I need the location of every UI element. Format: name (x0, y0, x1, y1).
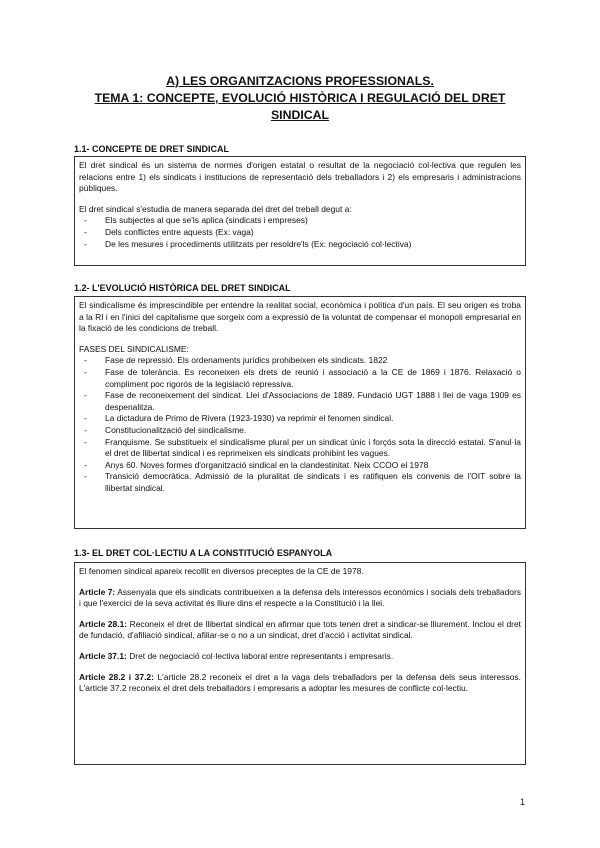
article-text: Reconeix el dret de llibertat sindical en afirmar que tots tenen dret a sindicar-se lliurement. Inclou el dret de fundació, d'afiliació sindical, afiliar-se o no a un sindicat, dret d'acció i activitat sindical. (79, 618, 521, 641)
list-item: - Els subjectes al que se'ls aplica (sindicats i empreses) (84, 215, 308, 226)
page-number: 1 (520, 797, 526, 807)
article-text: Dret de negociació col·lectiva laboral entre representants i empresaris. (126, 650, 394, 661)
list-item: - La dictadura de Primo de Rivera (1923-1930) va reprimir el fenomen sindical. (84, 413, 394, 424)
section-3-box (74, 562, 526, 765)
list-item: - Anys 60. Noves formes d'organització sindical en la clandestinitat. Neix CCOO el 1978 (84, 459, 429, 470)
document-title (60, 73, 540, 124)
article-label: Article 28.2 i 37.2: (79, 671, 154, 682)
list-item: - Fase de repressió. Els ordenaments jurídics prohibeixen els sindicats. 1822 (84, 355, 388, 366)
list-item: - Fase de reconeixement del sindicat. Llei d'Associacions de 1889. Fundació UGT 1888 i llei de vaga 1909 es despenalitza. (84, 390, 521, 412)
section-3-intro: El fenomen sindical apareix recollit en diversos preceptes de la CE de 1978. (79, 566, 364, 576)
title-line-2: TEMA 1: CONCEPTE, EVOLUCIÓ HISTÒRICA I REGULACIÓ DEL DRET (94, 91, 506, 105)
list-item: - Fase de tolerància. Es reconeixen els drets de reunió i associació a la CE de 1869 i 1876. Relaxació o compliment poc rigorós de la legislació repressiva. (84, 366, 521, 389)
list-item: - Franquisme. Se substitueix el sindicalisme plural per un sindicat únic i forçós sota la direcció estatal. S'anul·la el dret de llibertat sindical i es reprimeixen els sindicats prohibint les vagues. (84, 436, 521, 459)
phases-label: FASES DEL SINDICALISME: (79, 343, 189, 354)
phases-list (79, 355, 521, 494)
section-1-list (79, 215, 521, 250)
list-item: - Dels conflictes entre aquests (Ex: vaga) (84, 226, 254, 237)
section-2-paragraph-1: El sindicalisme és imprescindible per entendre la realitat social, econòmica i política d'un país. El seu origen es troba a la RI i en l'inici del capitalisme que sorgeix com a expressió de la voluntat de compensar el monopoli empresarial en la fixació de les condicions de treball. (79, 300, 521, 334)
article-label: Article 28.1: (79, 618, 128, 629)
section-3-heading: 1.3- EL DRET COL·LECTIU A LA CONSTITUCIÓ ESPANYOLA (74, 548, 333, 558)
section-2-box (74, 296, 526, 529)
list-item: - Constitucionalització del sindicalisme. (84, 424, 247, 435)
article-text: L'article 28.2 reconeix el dret a la vaga dels treballadors per la defensa dels seus interessos. L'article 37.2 reconeix el dret dels treballadors i empresaris a adoptar les mesures de conflicte col·lectiu. (79, 671, 521, 694)
section-2-heading: 1.2- L'EVOLUCIÓ HISTÒRICA DEL DRET SINDICAL (74, 283, 291, 293)
article-text: Assenyala que els sindicats contribueixen a la defensa dels interessos econòmics i socials dels treballadors i que l'exercici de la seva activitat és lliure dins el respecte a la Constitució i la llei. (79, 586, 521, 609)
section-1-paragraph-2: El dret sindical s'estudia de manera separada del dret del treball degut a: (79, 203, 352, 214)
section-1-box (74, 156, 526, 266)
title-line-3: SINDICAL (270, 108, 330, 122)
title-line-1: A) LES ORGANITZACIONS PROFESSIONALS. (166, 74, 434, 88)
article-label: Article 7: (79, 586, 116, 597)
article-paragraph (79, 587, 521, 610)
article-paragraph (79, 619, 521, 642)
section-1-heading: 1.1- CONCEPTE DE DRET SINDICAL (74, 144, 230, 154)
article-label: Article 37.1: (79, 650, 127, 661)
article-paragraph (79, 672, 521, 695)
list-item: - Transició democràtica. Admissió de la pluralitat de sindicats i es ratifiquen els convenis de l'OIT sobre la llibertat sindical. (84, 471, 521, 493)
article-paragraph (79, 651, 521, 663)
section-1-paragraph-1: El dret sindical és un sistema de normes d'origen estatal o resultat de la negociació col·lectiva que regulen les relacions entre 1) els sindicats i institucions de representació dels treballadors i 2) els empresaris i administracions públiques. (79, 160, 521, 194)
list-item: - De les mesures i procediments utilitzats per resoldre'ls (Ex: negociació col·lectiva) (84, 238, 412, 249)
